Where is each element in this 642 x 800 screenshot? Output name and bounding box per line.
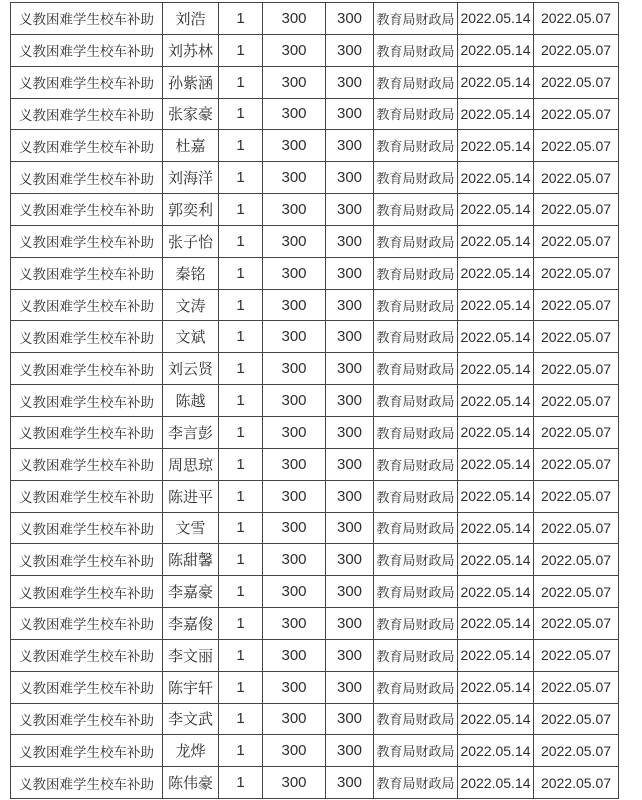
date1-cell: 2022.05.14 [458, 448, 534, 480]
date2-cell: 2022.05.07 [534, 162, 619, 194]
project-cell: 义教困难学生校车补助 [11, 639, 163, 671]
department-cell: 教育局财政局 [374, 767, 458, 799]
count-cell: 1 [219, 576, 263, 608]
amount-cell: 300 [326, 225, 374, 257]
department-cell: 教育局财政局 [374, 639, 458, 671]
standard-cell: 300 [263, 448, 326, 480]
table-row [11, 576, 619, 608]
department-cell: 教育局财政局 [374, 98, 458, 130]
standard-cell: 300 [263, 416, 326, 448]
student-name-cell: 郭奕利 [163, 194, 219, 226]
count-cell: 1 [219, 130, 263, 162]
department-cell: 教育局财政局 [374, 162, 458, 194]
amount-cell: 300 [326, 321, 374, 353]
date1-cell: 2022.05.14 [458, 385, 534, 417]
date2-cell: 2022.05.07 [534, 130, 619, 162]
amount-cell: 300 [326, 34, 374, 66]
department-cell: 教育局财政局 [374, 34, 458, 66]
date2-cell: 2022.05.07 [534, 671, 619, 703]
date2-cell: 2022.05.07 [534, 321, 619, 353]
date1-cell: 2022.05.14 [458, 162, 534, 194]
count-cell: 1 [219, 66, 263, 98]
date2-cell: 2022.05.07 [534, 34, 619, 66]
student-name-cell: 刘苏林 [163, 34, 219, 66]
date1-cell: 2022.05.14 [458, 735, 534, 767]
amount-cell: 300 [326, 194, 374, 226]
date1-cell: 2022.05.14 [458, 289, 534, 321]
amount-cell: 300 [326, 576, 374, 608]
amount-cell: 300 [326, 385, 374, 417]
student-name-cell: 李嘉俊 [163, 608, 219, 640]
student-name-cell: 陈甜馨 [163, 544, 219, 576]
amount-cell: 300 [326, 130, 374, 162]
student-name-cell: 龙烨 [163, 735, 219, 767]
date1-cell: 2022.05.14 [458, 512, 534, 544]
count-cell: 1 [219, 512, 263, 544]
project-cell: 义教困难学生校车补助 [11, 194, 163, 226]
amount-cell: 300 [326, 162, 374, 194]
date1-cell: 2022.05.14 [458, 703, 534, 735]
department-cell: 教育局财政局 [374, 130, 458, 162]
student-name-cell: 张子怡 [163, 225, 219, 257]
standard-cell: 300 [263, 480, 326, 512]
date2-cell: 2022.05.07 [534, 448, 619, 480]
table-row [11, 289, 619, 321]
amount-cell: 300 [326, 544, 374, 576]
standard-cell: 300 [263, 767, 326, 799]
standard-cell: 300 [263, 576, 326, 608]
date2-cell: 2022.05.07 [534, 385, 619, 417]
date1-cell: 2022.05.14 [458, 416, 534, 448]
date2-cell: 2022.05.07 [534, 703, 619, 735]
amount-cell: 300 [326, 416, 374, 448]
project-cell: 义教困难学生校车补助 [11, 703, 163, 735]
student-name-cell: 李言彭 [163, 416, 219, 448]
project-cell: 义教困难学生校车补助 [11, 576, 163, 608]
department-cell: 教育局财政局 [374, 576, 458, 608]
date1-cell: 2022.05.14 [458, 671, 534, 703]
date2-cell: 2022.05.07 [534, 3, 619, 35]
department-cell: 教育局财政局 [374, 448, 458, 480]
department-cell: 教育局财政局 [374, 353, 458, 385]
amount-cell: 300 [326, 257, 374, 289]
table-row [11, 671, 619, 703]
standard-cell: 300 [263, 671, 326, 703]
count-cell: 1 [219, 480, 263, 512]
department-cell: 教育局财政局 [374, 608, 458, 640]
standard-cell: 300 [263, 289, 326, 321]
standard-cell: 300 [263, 321, 326, 353]
table-row [11, 130, 619, 162]
date2-cell: 2022.05.07 [534, 225, 619, 257]
student-name-cell: 刘海洋 [163, 162, 219, 194]
count-cell: 1 [219, 767, 263, 799]
date1-cell: 2022.05.14 [458, 639, 534, 671]
amount-cell: 300 [326, 735, 374, 767]
table-row [11, 3, 619, 35]
department-cell: 教育局财政局 [374, 512, 458, 544]
student-name-cell: 陈越 [163, 385, 219, 417]
project-cell: 义教困难学生校车补助 [11, 3, 163, 35]
date2-cell: 2022.05.07 [534, 735, 619, 767]
student-name-cell: 张家豪 [163, 98, 219, 130]
count-cell: 1 [219, 289, 263, 321]
table-row [11, 194, 619, 226]
count-cell: 1 [219, 162, 263, 194]
project-cell: 义教困难学生校车补助 [11, 353, 163, 385]
project-cell: 义教困难学生校车补助 [11, 98, 163, 130]
date1-cell: 2022.05.14 [458, 544, 534, 576]
student-name-cell: 秦铭 [163, 257, 219, 289]
table-row [11, 257, 619, 289]
table-row [11, 767, 619, 799]
student-name-cell: 陈伟豪 [163, 767, 219, 799]
amount-cell: 300 [326, 512, 374, 544]
standard-cell: 300 [263, 194, 326, 226]
date2-cell: 2022.05.07 [534, 66, 619, 98]
table-row [11, 512, 619, 544]
date1-cell: 2022.05.14 [458, 767, 534, 799]
student-name-cell: 孙紫涵 [163, 66, 219, 98]
standard-cell: 300 [263, 703, 326, 735]
table-row [11, 735, 619, 767]
count-cell: 1 [219, 34, 263, 66]
department-cell: 教育局财政局 [374, 735, 458, 767]
standard-cell: 300 [263, 385, 326, 417]
date2-cell: 2022.05.07 [534, 257, 619, 289]
project-cell: 义教困难学生校车补助 [11, 257, 163, 289]
department-cell: 教育局财政局 [374, 703, 458, 735]
count-cell: 1 [219, 448, 263, 480]
standard-cell: 300 [263, 257, 326, 289]
table-row [11, 703, 619, 735]
project-cell: 义教困难学生校车补助 [11, 544, 163, 576]
table-row [11, 98, 619, 130]
date1-cell: 2022.05.14 [458, 225, 534, 257]
amount-cell: 300 [326, 289, 374, 321]
table-row [11, 448, 619, 480]
standard-cell: 300 [263, 608, 326, 640]
standard-cell: 300 [263, 639, 326, 671]
date1-cell: 2022.05.14 [458, 194, 534, 226]
project-cell: 义教困难学生校车补助 [11, 416, 163, 448]
amount-cell: 300 [326, 3, 374, 35]
date1-cell: 2022.05.14 [458, 98, 534, 130]
count-cell: 1 [219, 225, 263, 257]
student-name-cell: 文斌 [163, 321, 219, 353]
date1-cell: 2022.05.14 [458, 3, 534, 35]
date2-cell: 2022.05.07 [534, 576, 619, 608]
department-cell: 教育局财政局 [374, 3, 458, 35]
department-cell: 教育局财政局 [374, 225, 458, 257]
student-name-cell: 李文丽 [163, 639, 219, 671]
count-cell: 1 [219, 416, 263, 448]
count-cell: 1 [219, 703, 263, 735]
department-cell: 教育局财政局 [374, 416, 458, 448]
amount-cell: 300 [326, 639, 374, 671]
table-row [11, 66, 619, 98]
department-cell: 教育局财政局 [374, 671, 458, 703]
table-row [11, 321, 619, 353]
date1-cell: 2022.05.14 [458, 480, 534, 512]
table-row [11, 544, 619, 576]
date1-cell: 2022.05.14 [458, 576, 534, 608]
standard-cell: 300 [263, 3, 326, 35]
subsidy-table [10, 2, 619, 799]
student-name-cell: 刘浩 [163, 3, 219, 35]
student-name-cell: 陈进平 [163, 480, 219, 512]
project-cell: 义教困难学生校车补助 [11, 767, 163, 799]
student-name-cell: 陈宇轩 [163, 671, 219, 703]
count-cell: 1 [219, 321, 263, 353]
amount-cell: 300 [326, 98, 374, 130]
date2-cell: 2022.05.07 [534, 194, 619, 226]
count-cell: 1 [219, 3, 263, 35]
date2-cell: 2022.05.07 [534, 608, 619, 640]
project-cell: 义教困难学生校车补助 [11, 608, 163, 640]
amount-cell: 300 [326, 671, 374, 703]
table-row [11, 416, 619, 448]
table-row [11, 385, 619, 417]
project-cell: 义教困难学生校车补助 [11, 321, 163, 353]
date1-cell: 2022.05.14 [458, 34, 534, 66]
amount-cell: 300 [326, 608, 374, 640]
department-cell: 教育局财政局 [374, 289, 458, 321]
amount-cell: 300 [326, 767, 374, 799]
project-cell: 义教困难学生校车补助 [11, 512, 163, 544]
table-row [11, 639, 619, 671]
count-cell: 1 [219, 194, 263, 226]
table-body [11, 3, 619, 799]
count-cell: 1 [219, 544, 263, 576]
count-cell: 1 [219, 385, 263, 417]
date1-cell: 2022.05.14 [458, 608, 534, 640]
project-cell: 义教困难学生校车补助 [11, 671, 163, 703]
count-cell: 1 [219, 671, 263, 703]
date2-cell: 2022.05.07 [534, 767, 619, 799]
student-name-cell: 周思琼 [163, 448, 219, 480]
date1-cell: 2022.05.14 [458, 257, 534, 289]
standard-cell: 300 [263, 130, 326, 162]
student-name-cell: 文雪 [163, 512, 219, 544]
count-cell: 1 [219, 639, 263, 671]
date1-cell: 2022.05.14 [458, 353, 534, 385]
count-cell: 1 [219, 353, 263, 385]
standard-cell: 300 [263, 353, 326, 385]
date2-cell: 2022.05.07 [534, 639, 619, 671]
table-row [11, 225, 619, 257]
table-row [11, 480, 619, 512]
department-cell: 教育局财政局 [374, 257, 458, 289]
department-cell: 教育局财政局 [374, 544, 458, 576]
project-cell: 义教困难学生校车补助 [11, 735, 163, 767]
amount-cell: 300 [326, 66, 374, 98]
department-cell: 教育局财政局 [374, 66, 458, 98]
student-name-cell: 杜嘉 [163, 130, 219, 162]
date1-cell: 2022.05.14 [458, 130, 534, 162]
standard-cell: 300 [263, 512, 326, 544]
project-cell: 义教困难学生校车补助 [11, 130, 163, 162]
project-cell: 义教困难学生校车补助 [11, 480, 163, 512]
standard-cell: 300 [263, 735, 326, 767]
student-name-cell: 李嘉豪 [163, 576, 219, 608]
standard-cell: 300 [263, 162, 326, 194]
table-row [11, 353, 619, 385]
date2-cell: 2022.05.07 [534, 512, 619, 544]
standard-cell: 300 [263, 98, 326, 130]
amount-cell: 300 [326, 703, 374, 735]
project-cell: 义教困难学生校车补助 [11, 34, 163, 66]
project-cell: 义教困难学生校车补助 [11, 66, 163, 98]
project-cell: 义教困难学生校车补助 [11, 289, 163, 321]
table-row [11, 162, 619, 194]
project-cell: 义教困难学生校车补助 [11, 385, 163, 417]
date2-cell: 2022.05.07 [534, 353, 619, 385]
date2-cell: 2022.05.07 [534, 480, 619, 512]
count-cell: 1 [219, 98, 263, 130]
date2-cell: 2022.05.07 [534, 289, 619, 321]
date1-cell: 2022.05.14 [458, 321, 534, 353]
project-cell: 义教困难学生校车补助 [11, 448, 163, 480]
table-row [11, 34, 619, 66]
date1-cell: 2022.05.14 [458, 66, 534, 98]
count-cell: 1 [219, 257, 263, 289]
department-cell: 教育局财政局 [374, 194, 458, 226]
student-name-cell: 文涛 [163, 289, 219, 321]
project-cell: 义教困难学生校车补助 [11, 225, 163, 257]
count-cell: 1 [219, 608, 263, 640]
student-name-cell: 李文武 [163, 703, 219, 735]
standard-cell: 300 [263, 34, 326, 66]
department-cell: 教育局财政局 [374, 385, 458, 417]
date2-cell: 2022.05.07 [534, 416, 619, 448]
department-cell: 教育局财政局 [374, 480, 458, 512]
date2-cell: 2022.05.07 [534, 98, 619, 130]
student-name-cell: 刘云贤 [163, 353, 219, 385]
project-cell: 义教困难学生校车补助 [11, 162, 163, 194]
date2-cell: 2022.05.07 [534, 544, 619, 576]
department-cell: 教育局财政局 [374, 321, 458, 353]
table-row [11, 608, 619, 640]
standard-cell: 300 [263, 544, 326, 576]
amount-cell: 300 [326, 353, 374, 385]
amount-cell: 300 [326, 448, 374, 480]
standard-cell: 300 [263, 66, 326, 98]
count-cell: 1 [219, 735, 263, 767]
standard-cell: 300 [263, 225, 326, 257]
amount-cell: 300 [326, 480, 374, 512]
